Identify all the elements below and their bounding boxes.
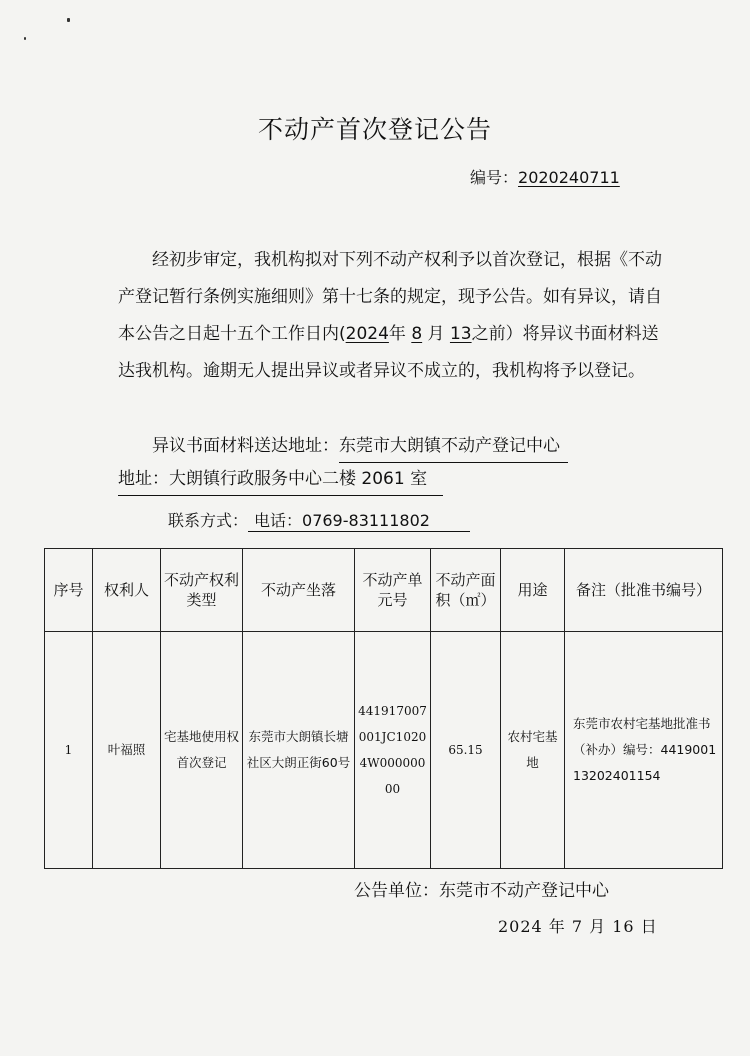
deadline-day: 13 xyxy=(449,324,472,344)
address-label: 地址： xyxy=(118,469,169,489)
header-cell: 序号 xyxy=(45,549,93,632)
submission-info xyxy=(118,430,663,496)
deadline-year-suffix: 年 xyxy=(388,324,406,344)
issue-date: 2024 年 7 月 16 日 xyxy=(498,917,658,936)
header-cell: 不动产坐落 xyxy=(243,549,355,632)
deadline-month: 8 xyxy=(411,324,423,344)
address-value: 大朗镇行政服务中心二楼 2061 室 xyxy=(169,469,428,489)
table-row xyxy=(45,632,723,869)
header-cell: 备注（批准书编号） xyxy=(565,549,723,632)
issuing-unit: 公告单位：东莞市不动产登记中心 xyxy=(354,881,609,901)
scan-speck xyxy=(67,18,70,22)
notice-text-part2: 之前）将异议书面材料送达我机构。逾期无人提出异议或者异议不成立的，我机构将予以登记。 xyxy=(118,324,659,381)
page-title: 不动产首次登记公告 xyxy=(257,115,492,144)
header-cell: 不动产权利类型 xyxy=(161,549,243,632)
document-number xyxy=(470,165,620,188)
cell-location: 东莞市大朗镇长塘社区大朗正街60号 xyxy=(243,632,355,869)
cell-unit-number: 441917007001JC10204W00000000 xyxy=(355,632,431,869)
contact-value: 电话：0769-83111802 xyxy=(248,508,470,532)
scan-speck xyxy=(24,37,26,40)
document-number-value: 2020240711 xyxy=(518,168,620,187)
deadline-month-suffix: 月 xyxy=(427,324,445,344)
cell-remark: 东莞市农村宅基地批准书（补办）编号：441900113202401154 xyxy=(565,632,723,869)
address-line xyxy=(118,463,443,496)
deadline-year: 2024 xyxy=(345,324,389,344)
cell-serial: 1 xyxy=(45,632,93,869)
cell-area: 65.15 xyxy=(431,632,501,869)
contact-label: 联系方式： xyxy=(168,511,249,530)
header-cell: 不动产单元号 xyxy=(355,549,431,632)
property-table xyxy=(44,548,723,869)
header-cell: 权利人 xyxy=(93,549,161,632)
cell-right-type: 宅基地使用权首次登记 xyxy=(161,632,243,869)
submission-label: 异议书面材料送达地址： xyxy=(152,436,339,456)
table-header-row xyxy=(45,549,723,632)
document-number-label: 编号： xyxy=(470,168,519,187)
notice-paragraph xyxy=(118,242,663,390)
contact-line xyxy=(168,508,470,532)
cell-usage: 农村宅基地 xyxy=(501,632,565,869)
submission-value: 东莞市大朗镇不动产登记中心 xyxy=(339,430,568,463)
header-cell: 用途 xyxy=(501,549,565,632)
notice-text-part1: 经初步审定，我机构拟对下列不动产权利予以首次登记，根据《不动产登记暂行条例实施细则》第十七条的规定，现予公告。如有异议，请自本公告之日起十五个工作日内( xyxy=(118,250,662,344)
cell-right-holder: 叶福照 xyxy=(93,632,161,869)
header-cell: 不动产面积（㎡） xyxy=(431,549,501,632)
